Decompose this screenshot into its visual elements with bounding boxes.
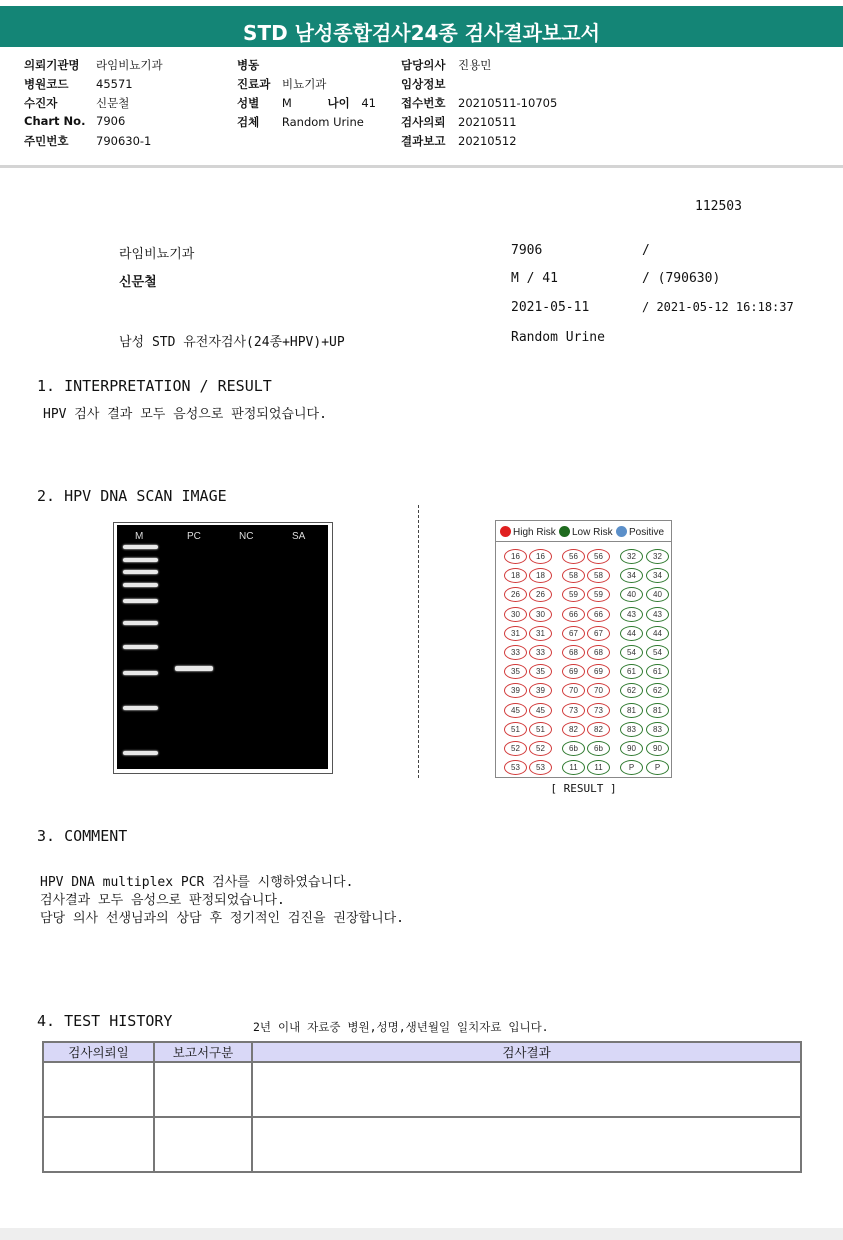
hpv-type-cell: 52 <box>529 741 552 756</box>
header-info-label: 주민번호 <box>24 134 69 148</box>
history-col-report-type: 보고서구분 <box>154 1042 252 1062</box>
hpv-type-cell: 16 <box>529 549 552 564</box>
hpv-type-cell: 58 <box>587 568 610 583</box>
hpv-type-cell: 43 <box>620 607 643 622</box>
hpv-type-cell: 11 <box>587 760 610 775</box>
hpv-type-cell: 45 <box>504 703 527 718</box>
request-date: 2021-05-11 <box>511 300 590 315</box>
history-cell <box>154 1117 252 1172</box>
header-info-value: 7906 <box>96 114 126 128</box>
legend-dot-icon <box>616 526 627 537</box>
header-info-row <box>24 133 151 149</box>
hpv-type-cell: 73 <box>587 703 610 718</box>
section-3-title: 3. COMMENT <box>37 827 128 845</box>
marker-band <box>123 599 158 603</box>
hpv-type-cell: 59 <box>587 587 610 602</box>
sex-value: M <box>281 96 292 110</box>
specimen-value: Random Urine <box>281 115 364 129</box>
hpv-type-cell: 90 <box>646 741 669 756</box>
ward-row <box>237 57 273 73</box>
hpv-type-cell: 54 <box>620 645 643 660</box>
hpv-type-cell: 33 <box>504 645 527 660</box>
hpv-type-cell: 54 <box>646 645 669 660</box>
hpv-type-cell: 81 <box>620 703 643 718</box>
footer-band <box>0 1228 843 1240</box>
header-info-value: 신문철 <box>96 96 130 110</box>
header-info-label: 병원코드 <box>24 77 69 91</box>
age-label: 나이 <box>327 96 350 110</box>
header-info-value: 20210511-10705 <box>458 96 558 110</box>
marker-band <box>123 570 158 574</box>
hpv-type-cell: 44 <box>646 626 669 641</box>
gel-lane-label: PC <box>187 531 201 542</box>
header-info-row <box>401 76 458 92</box>
marker-band <box>123 545 158 549</box>
history-header-row <box>43 1042 801 1062</box>
hpv-type-cell: 18 <box>529 568 552 583</box>
header-info-label: 담당의사 <box>401 58 446 72</box>
header-info-label: 접수번호 <box>401 96 446 110</box>
header-info-row <box>24 95 129 111</box>
hpv-type-cell: 32 <box>620 549 643 564</box>
header-info-label: 수진자 <box>24 96 58 110</box>
hpv-type-cell: 82 <box>562 722 585 737</box>
header-info-value: 45571 <box>96 77 133 91</box>
hpv-type-cell: 83 <box>620 722 643 737</box>
marker-band <box>123 645 158 649</box>
gel-image <box>117 525 328 769</box>
hpv-type-cell: 11 <box>562 760 585 775</box>
header-info-label: 결과보고 <box>401 134 446 148</box>
hpv-type-cell: 26 <box>504 587 527 602</box>
hpv-type-cell: 82 <box>587 722 610 737</box>
hospital-name: 라임비뇨기과 <box>119 247 195 262</box>
report-number: 112503 <box>695 199 742 214</box>
chart-slash: / <box>642 243 650 258</box>
hpv-type-cell: 44 <box>620 626 643 641</box>
hpv-type-cell: 39 <box>529 683 552 698</box>
header-info-value: 라임비뇨기과 <box>96 58 163 72</box>
dept-label: 진료과 <box>237 77 271 91</box>
hpv-type-cell: P <box>646 760 669 775</box>
patient-birth: / (790630) <box>642 271 721 286</box>
comment-line-3: 담당 의사 선생님과의 상담 후 정기적인 검진을 권장합니다. <box>40 911 405 926</box>
hpv-type-cell: 26 <box>529 587 552 602</box>
report-datetime: / 2021-05-12 16:18:37 <box>642 300 794 314</box>
hpv-type-cell: 68 <box>587 645 610 660</box>
chart-number: 7906 <box>511 243 543 258</box>
comment-line-1: HPV DNA multiplex PCR 검사를 시행하였습니다. <box>40 875 354 890</box>
marker-band <box>123 558 158 562</box>
section-1-title: 1. INTERPRETATION / RESULT <box>37 377 272 395</box>
legend-label: High Risk <box>513 527 556 538</box>
legend-dot-icon <box>559 526 570 537</box>
header-info-row <box>24 57 163 73</box>
hpv-type-cell: 58 <box>562 568 585 583</box>
hpv-type-cell: 61 <box>646 664 669 679</box>
hpv-type-cell: 70 <box>562 683 585 698</box>
patient-sex-age: M / 41 <box>511 271 558 286</box>
hpv-type-cell: 40 <box>620 587 643 602</box>
hpv-type-cell: 34 <box>620 568 643 583</box>
legend-label: Low Risk <box>572 527 613 538</box>
history-cell <box>154 1062 252 1117</box>
hpv-type-cell: 59 <box>562 587 585 602</box>
marker-band <box>123 751 158 755</box>
hpv-type-cell: 6b <box>562 741 585 756</box>
history-cell <box>43 1117 154 1172</box>
hpv-type-cell: 56 <box>562 549 585 564</box>
hpv-type-cell: 56 <box>587 549 610 564</box>
hpv-type-cell: 45 <box>529 703 552 718</box>
test-specimen: Random Urine <box>511 330 605 345</box>
hpv-type-cell: 35 <box>529 664 552 679</box>
hpv-type-cell: 34 <box>646 568 669 583</box>
dept-value: 비뇨기과 <box>281 77 327 91</box>
sex-label: 성별 <box>237 96 260 110</box>
hpv-type-cell: 30 <box>529 607 552 622</box>
hpv-type-cell: 81 <box>646 703 669 718</box>
gel-lane-label: M <box>135 531 144 542</box>
hpv-type-cell: 66 <box>562 607 585 622</box>
section-4-title: 4. TEST HISTORY <box>37 1012 173 1030</box>
gel-lane-label: SA <box>292 531 306 542</box>
hpv-type-cell: 43 <box>646 607 669 622</box>
hpv-type-cell: 6b <box>587 741 610 756</box>
header-info-label: 임상정보 <box>401 77 446 91</box>
hpv-type-cell: 30 <box>504 607 527 622</box>
header-info-row <box>401 57 491 73</box>
history-col-request-date: 검사의뢰일 <box>43 1042 154 1062</box>
hpv-type-cell: 51 <box>504 722 527 737</box>
marker-band <box>123 583 158 587</box>
hpv-type-cell: P <box>620 760 643 775</box>
hpv-type-cell: 62 <box>646 683 669 698</box>
hpv-type-cell: 73 <box>562 703 585 718</box>
dept-row <box>237 76 326 92</box>
history-note: 2년 이내 자료중 병원,성명,생년월일 일치자료 입니다. <box>253 1020 549 1034</box>
hpv-type-cell: 68 <box>562 645 585 660</box>
specimen-row <box>237 114 364 130</box>
hpv-type-cell: 90 <box>620 741 643 756</box>
header-info-value: 20210512 <box>458 134 517 148</box>
strip-caption: [ RESULT ] <box>550 782 617 795</box>
hpv-type-cell: 83 <box>646 722 669 737</box>
header-info-row <box>401 133 517 149</box>
patient-name: 신문철 <box>119 275 157 290</box>
hpv-type-cell: 18 <box>504 568 527 583</box>
legend-item <box>616 526 664 538</box>
legend-item <box>500 526 556 538</box>
specimen-label: 검체 <box>237 115 260 129</box>
marker-band <box>123 621 158 625</box>
pc-band <box>175 666 213 671</box>
sex-age-row <box>237 95 376 111</box>
hpv-type-cell: 61 <box>620 664 643 679</box>
marker-band <box>123 671 158 675</box>
hpv-type-cell: 67 <box>562 626 585 641</box>
header-info-row <box>24 114 125 128</box>
report-title: STD 남성종합검사24종 검사결과보고서 <box>0 0 843 47</box>
hpv-strip <box>495 520 672 778</box>
hpv-type-cell: 31 <box>504 626 527 641</box>
image-divider <box>418 505 419 778</box>
hpv-type-cell: 35 <box>504 664 527 679</box>
header-info-row <box>401 114 517 130</box>
hpv-type-cell: 66 <box>587 607 610 622</box>
history-col-result: 검사결과 <box>252 1042 801 1062</box>
hpv-type-cell: 39 <box>504 683 527 698</box>
header-info-label: Chart No. <box>24 114 86 128</box>
header-info-label: 의뢰기관명 <box>24 58 80 72</box>
header-info-row <box>401 95 557 111</box>
legend-dot-icon <box>500 526 511 537</box>
history-cell <box>43 1062 154 1117</box>
gel-lane-label: NC <box>239 531 254 542</box>
hpv-type-cell: 69 <box>562 664 585 679</box>
hpv-type-cell: 70 <box>587 683 610 698</box>
ward-label: 병동 <box>237 58 260 72</box>
history-cell <box>252 1062 801 1117</box>
hpv-type-cell: 69 <box>587 664 610 679</box>
header-info-value: 790630-1 <box>96 134 152 148</box>
section-1-text: HPV 검사 결과 모두 음성으로 판정되었습니다. <box>43 407 327 422</box>
hpv-type-cell: 52 <box>504 741 527 756</box>
hpv-type-cell: 62 <box>620 683 643 698</box>
hpv-type-cell: 32 <box>646 549 669 564</box>
header-divider <box>0 165 843 168</box>
hpv-type-cell: 16 <box>504 549 527 564</box>
comment-line-2: 검사결과 모두 음성으로 판정되었습니다. <box>40 893 285 908</box>
history-cell <box>252 1117 801 1172</box>
hpv-type-cell: 31 <box>529 626 552 641</box>
header-info-value: 20210511 <box>458 115 517 129</box>
age-value: 41 <box>361 96 376 110</box>
hpv-type-cell: 67 <box>587 626 610 641</box>
header-info-value: 진용민 <box>458 58 492 72</box>
header-info-row <box>24 76 133 92</box>
history-table <box>42 1041 802 1173</box>
strip-legend <box>496 521 671 542</box>
marker-band <box>123 706 158 710</box>
hpv-type-cell: 33 <box>529 645 552 660</box>
legend-item <box>559 526 613 538</box>
legend-label: Positive <box>629 527 665 538</box>
table-row <box>43 1117 801 1172</box>
hpv-type-cell: 53 <box>529 760 552 775</box>
test-name: 남성 STD 유전자검사(24종+HPV)+UP <box>119 335 345 350</box>
header-info-label: 검사의뢰 <box>401 115 446 129</box>
section-2-title: 2. HPV DNA SCAN IMAGE <box>37 487 227 505</box>
table-row <box>43 1062 801 1117</box>
hpv-type-cell: 40 <box>646 587 669 602</box>
hpv-type-cell: 51 <box>529 722 552 737</box>
hpv-type-cell: 53 <box>504 760 527 775</box>
report-header <box>0 47 843 165</box>
